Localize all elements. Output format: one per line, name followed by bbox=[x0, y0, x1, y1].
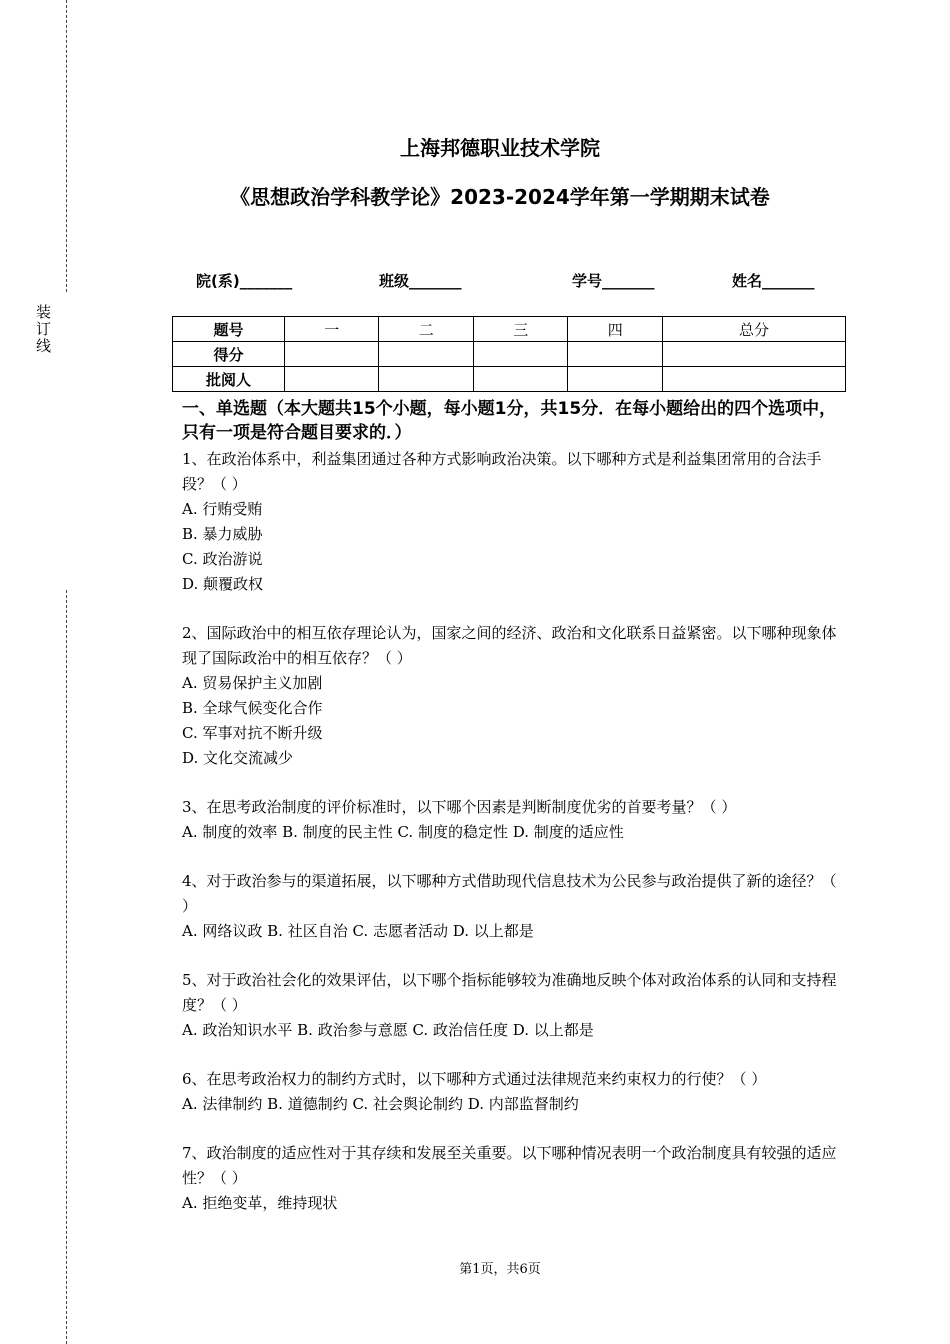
score-table-header: 四 bbox=[568, 317, 662, 342]
question-stem: 7、政治制度的适应性对于其存续和发展至关重要。以下哪种情况表明一个政治制度具有较强的适应性？（ ） bbox=[182, 1144, 837, 1187]
exam-body bbox=[182, 397, 842, 1240]
question-stem: 6、在思考政治权力的制约方式时，以下哪种方式通过法律规范来约束权力的行使？（ ） bbox=[182, 1070, 767, 1088]
question-options: A. 网络议政 B. 社区自治 C. 志愿者活动 D. 以上都是 bbox=[182, 922, 534, 940]
score-row bbox=[173, 342, 846, 367]
grader-cell[interactable] bbox=[379, 367, 473, 392]
question-option: D. 文化交流减少 bbox=[182, 749, 294, 767]
question-1 bbox=[182, 447, 842, 597]
question-option: D. 颠覆政权 bbox=[182, 575, 264, 593]
score-cell[interactable] bbox=[473, 342, 567, 367]
question-option: C. 政治游说 bbox=[182, 550, 263, 568]
question-option: B. 全球气候变化合作 bbox=[182, 699, 323, 717]
question-option: C. 军事对抗不断升级 bbox=[182, 724, 323, 742]
exam-title: 《思想政治学科教学论》2023-2024学年第一学期期末试卷 bbox=[230, 185, 770, 209]
department-field: 院(系)_______ bbox=[196, 272, 293, 290]
score-cell[interactable] bbox=[568, 342, 662, 367]
binding-line-bottom bbox=[66, 590, 67, 1344]
question-option: A. 行贿受贿 bbox=[182, 500, 263, 518]
score-table-header: 题号 bbox=[173, 317, 285, 342]
question-7 bbox=[182, 1141, 842, 1216]
question-option: A. 贸易保护主义加剧 bbox=[182, 674, 323, 692]
question-stem: 1、在政治体系中，利益集团通过各种方式影响政治决策。以下哪种方式是利益集团常用的合法手段？（ ） bbox=[182, 450, 822, 493]
grader-cell[interactable] bbox=[568, 367, 662, 392]
question-stem: 5、对于政治社会化的效果评估，以下哪个指标能够较为准确地反映个体对政治体系的认同和支持程度？（ ） bbox=[182, 971, 837, 1014]
section-heading: 一、单选题（本大题共15个小题，每小题1分，共15分．在每小题给出的四个选项中，只有一项是符合题目要求的．） bbox=[182, 399, 837, 443]
question-stem: 4、对于政治参与的渠道拓展，以下哪种方式借助现代信息技术为公民参与政治提供了新的途径？（ ） bbox=[182, 872, 837, 915]
score-cell[interactable] bbox=[662, 342, 845, 367]
score-cell[interactable] bbox=[379, 342, 473, 367]
question-3 bbox=[182, 795, 842, 845]
school-title: 上海邦德职业技术学院 bbox=[400, 136, 600, 160]
question-options: A. 制度的效率 B. 制度的民主性 C. 制度的稳定性 D. 制度的适应性 bbox=[182, 823, 624, 841]
score-table-header-row bbox=[173, 317, 846, 342]
score-table bbox=[172, 316, 846, 392]
question-option: A. 拒绝变革，维持现状 bbox=[182, 1194, 338, 1212]
score-table-header: 三 bbox=[473, 317, 567, 342]
grader-cell[interactable] bbox=[285, 367, 379, 392]
name-field: 姓名_______ bbox=[732, 272, 815, 290]
grader-row bbox=[173, 367, 846, 392]
question-options: A. 法律制约 B. 道德制约 C. 社会舆论制约 D. 内部监督制约 bbox=[182, 1095, 579, 1113]
score-table-header: 一 bbox=[285, 317, 379, 342]
question-stem: 3、在思考政治制度的评价标准时，以下哪个因素是判断制度优劣的首要考量？（ ） bbox=[182, 798, 737, 816]
score-row-label: 得分 bbox=[173, 342, 285, 367]
question-4 bbox=[182, 869, 842, 944]
grader-cell[interactable] bbox=[662, 367, 845, 392]
score-table-header: 二 bbox=[379, 317, 473, 342]
student-id-field: 学号_______ bbox=[572, 272, 655, 290]
question-2 bbox=[182, 621, 842, 771]
grader-cell[interactable] bbox=[473, 367, 567, 392]
binding-label: 装订线 bbox=[36, 303, 52, 355]
score-cell[interactable] bbox=[285, 342, 379, 367]
question-stem: 2、国际政治中的相互依存理论认为，国家之间的经济、政治和文化联系日益紧密。以下哪种现象体现了国际政治中的相互依存？（ ） bbox=[182, 624, 837, 667]
question-options: A. 政治知识水平 B. 政治参与意愿 C. 政治信任度 D. 以上都是 bbox=[182, 1021, 594, 1039]
grader-row-label: 批阅人 bbox=[173, 367, 285, 392]
question-5 bbox=[182, 968, 842, 1043]
question-option: B. 暴力威胁 bbox=[182, 525, 263, 543]
score-table-header: 总分 bbox=[662, 317, 845, 342]
page-footer: 第1页，共6页 bbox=[459, 1262, 541, 1277]
question-6 bbox=[182, 1067, 842, 1117]
class-field: 班级_______ bbox=[379, 272, 462, 290]
